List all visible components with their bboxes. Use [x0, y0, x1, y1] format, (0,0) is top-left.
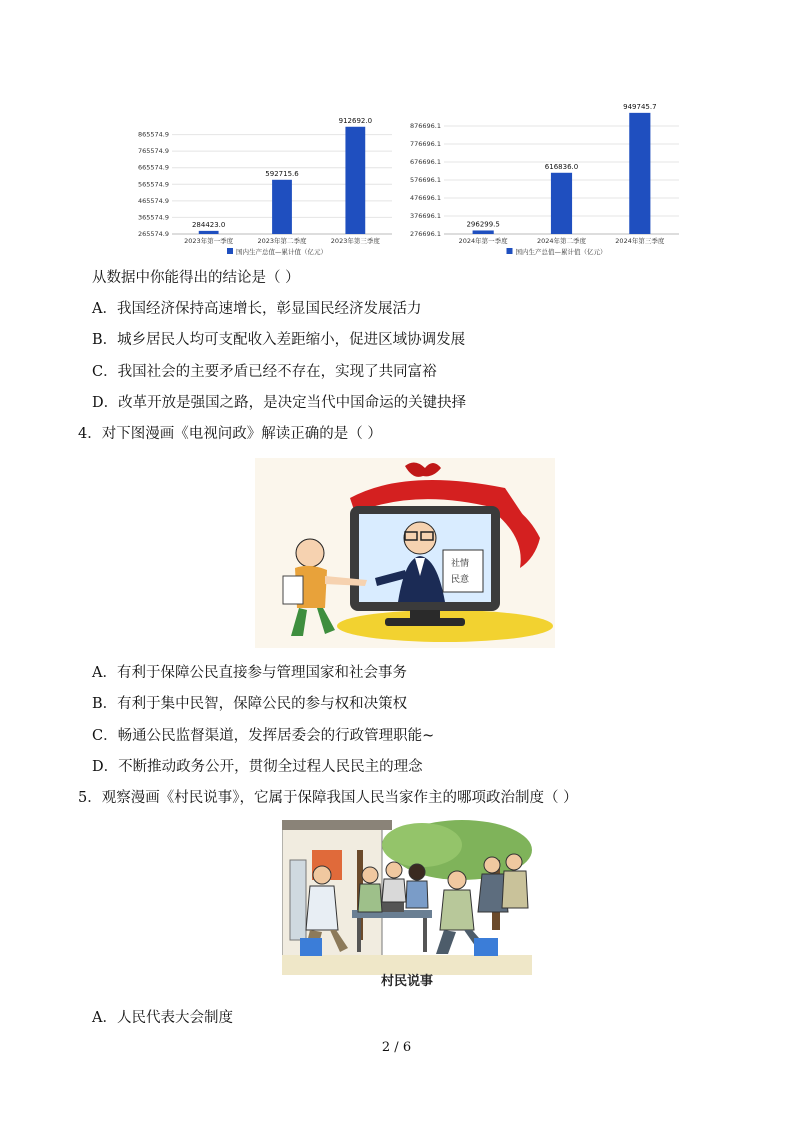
legend-swatch — [227, 248, 233, 254]
page-number: 2 / 6 — [381, 1040, 412, 1055]
y-tick-label: 576696.1 — [409, 176, 441, 184]
q4-stem: 4．对下图漫画《电视问政》解读正确的是（ ） — [78, 426, 382, 442]
data-label: 284423.0 — [191, 220, 226, 229]
data-label: 912692.0 — [338, 116, 373, 125]
cartoon-villagers-discussion — [282, 820, 532, 995]
q3-option-c: C．我国社会的主要矛盾已经不存在，实现了共同富裕 — [92, 364, 437, 380]
q4-option-a: A．有利于保障公民直接参与管理国家和社会事务 — [92, 665, 407, 681]
gdp-chart-2023-svg — [128, 108, 398, 258]
x-tick-label: 2023年第三季度 — [330, 237, 380, 245]
bar — [629, 113, 650, 234]
x-tick-label: 2023年第二季度 — [257, 237, 307, 245]
legend-label: 国内生产总值—累计值（亿元） — [515, 248, 607, 256]
y-tick-label: 476696.1 — [409, 194, 441, 202]
q4-option-d: D．不断推动政务公开，贯彻全过程人民民主的理念 — [92, 759, 423, 775]
legend-swatch — [507, 248, 513, 254]
sign-text-1: 社情 — [451, 559, 470, 569]
y-tick-label: 676696.1 — [409, 158, 441, 166]
y-tick-label: 276696.1 — [409, 230, 441, 238]
q3-option-a: A．我国经济保持高速增长，彰显国民经济发展活力 — [92, 301, 422, 317]
y-tick-label: 776696.1 — [409, 140, 441, 148]
y-tick-label: 265574.9 — [137, 230, 169, 238]
y-tick-label: 876696.1 — [409, 122, 441, 130]
cartoon-tv-politics — [255, 458, 555, 648]
y-tick-label: 765574.9 — [137, 147, 169, 156]
y-tick-label: 865574.9 — [137, 130, 169, 139]
q4-option-b: B．有利于集中民智，保障公民的参与权和决策权 — [92, 696, 408, 712]
bar — [551, 173, 572, 234]
data-label: 592715.6 — [265, 169, 299, 178]
q5-option-a: A．人民代表大会制度 — [92, 1010, 233, 1026]
bar — [473, 230, 494, 234]
data-label: 616836.0 — [544, 162, 579, 171]
q3-option-b: B．城乡居民人均可支配收入差距缩小，促进区域协调发展 — [92, 332, 466, 348]
bar — [272, 180, 292, 234]
y-tick-label: 465574.9 — [137, 196, 169, 205]
y-tick-label: 565574.9 — [137, 180, 169, 189]
x-tick-label: 2024年第二季度 — [536, 237, 587, 245]
x-tick-label: 2023年第一季度 — [184, 237, 234, 245]
gdp-chart-2023 — [128, 108, 398, 258]
sign-text-2: 民意 — [451, 575, 470, 585]
bar — [345, 127, 365, 234]
legend-label: 国内生产总值—累计值（亿元） — [236, 248, 327, 256]
data-label: 949745.7 — [623, 102, 657, 111]
gdp-chart-2024 — [400, 98, 685, 258]
q4-option-c: C．畅通公民监督渠道，发挥居委会的行政管理职能~ — [92, 728, 435, 744]
x-tick-label: 2024年第三季度 — [615, 237, 665, 245]
tv-politics-illustration — [255, 458, 555, 648]
y-tick-label: 365574.9 — [137, 213, 169, 222]
cartoon-caption: 村民说事 — [380, 974, 434, 989]
q3-option-d: D．改革开放是强国之路，是决定当代中国命运的关键抉择 — [92, 395, 467, 411]
y-tick-label: 376696.1 — [409, 212, 441, 220]
bar — [199, 231, 219, 234]
q5-stem: 5．观察漫画《村民说事》，它属于保障我国人民当家作主的哪项政治制度（ ） — [78, 790, 578, 806]
gdp-chart-2024-svg — [400, 98, 685, 258]
q3-stem: 从数据中你能得出的结论是（ ） — [92, 270, 300, 286]
x-tick-label: 2024年第一季度 — [458, 237, 508, 245]
y-tick-label: 665574.9 — [137, 163, 169, 172]
data-label: 296299.5 — [466, 220, 500, 229]
villagers-illustration — [282, 820, 532, 995]
